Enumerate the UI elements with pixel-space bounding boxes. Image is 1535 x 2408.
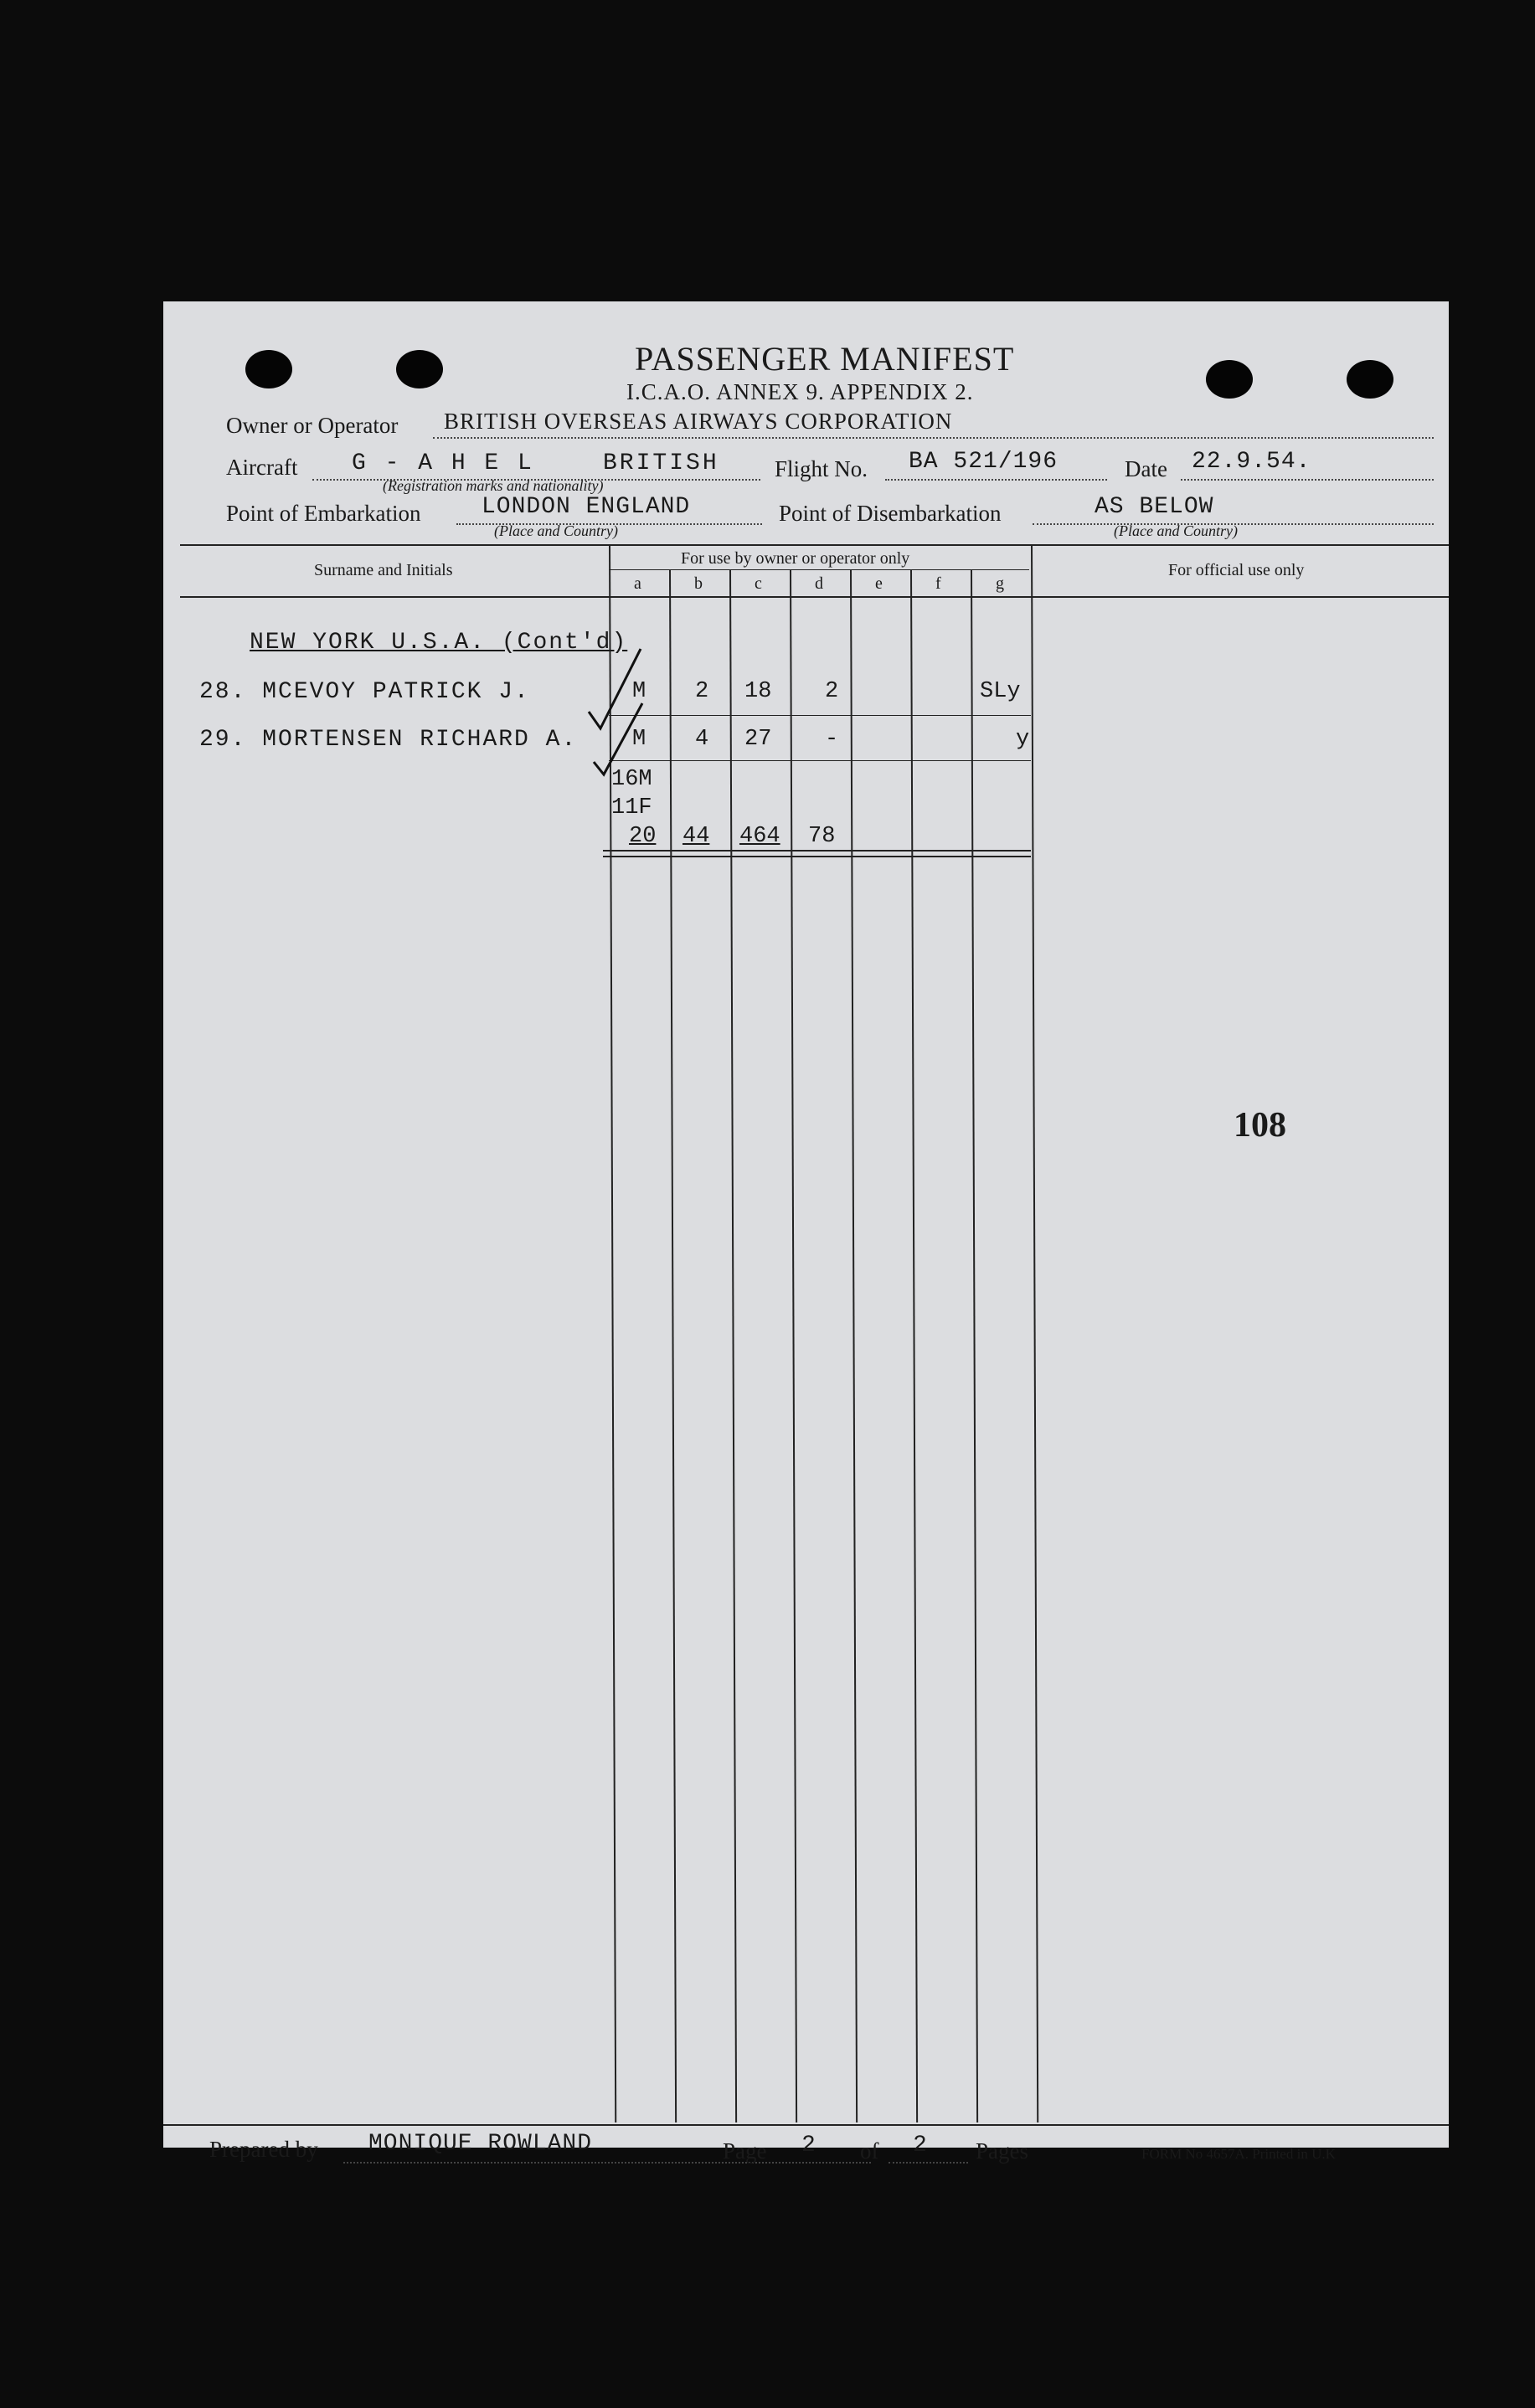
col-rule-6 bbox=[971, 569, 978, 2122]
page-label: Page bbox=[723, 2138, 767, 2164]
passenger-row-29-name: 29. MORTENSEN RICHARD A. bbox=[199, 727, 578, 753]
col-g-header: g bbox=[996, 574, 1004, 593]
disembarkation-value: AS BELOW bbox=[1095, 494, 1214, 520]
col-f-header: f bbox=[935, 574, 941, 593]
disembarkation-caption: (Place and Country) bbox=[1114, 522, 1238, 539]
section-heading: NEW YORK U.S.A. (Cont'd) bbox=[250, 630, 628, 656]
embarkation-caption: (Place and Country) bbox=[494, 522, 618, 539]
col-c-header: c bbox=[755, 574, 762, 593]
row-28-col-g: SLy bbox=[980, 679, 1021, 704]
summary-rule-2 bbox=[603, 856, 1031, 857]
date-label: Date bbox=[1125, 456, 1167, 481]
col-rule-4 bbox=[850, 569, 858, 2122]
col-d-header: d bbox=[815, 574, 823, 593]
punch-hole-2 bbox=[396, 350, 443, 388]
flight-label: Flight No. bbox=[775, 456, 868, 481]
col-rule-1 bbox=[669, 569, 677, 2122]
summary-col-c: 464 bbox=[739, 824, 780, 849]
col-rule-5 bbox=[910, 569, 918, 2122]
owner-label: Owner or Operator bbox=[226, 413, 399, 438]
punch-hole-4 bbox=[1347, 360, 1393, 399]
form-number: FORM No 4657A. Printed in U.K bbox=[1141, 2146, 1336, 2162]
aircraft-registration: G - A H E L bbox=[352, 450, 534, 476]
operator-column-header: For use by owner or operator only bbox=[681, 549, 910, 568]
row-29-col-b: 4 bbox=[695, 727, 709, 752]
footer-rule bbox=[163, 2124, 1449, 2126]
col-e-header: e bbox=[875, 574, 883, 593]
col-rule-7 bbox=[1031, 544, 1038, 2122]
punch-hole-1 bbox=[245, 350, 292, 388]
of-value: 2 bbox=[913, 2133, 930, 2158]
prepared-label: Prepared by bbox=[209, 2137, 318, 2162]
row-28-col-d: 2 bbox=[825, 679, 839, 704]
row-29-col-c: 27 bbox=[744, 727, 772, 752]
summary-col-d: 78 bbox=[808, 824, 836, 849]
row-29-col-g: y bbox=[1016, 727, 1030, 752]
official-column-header: For official use only bbox=[1168, 561, 1305, 579]
summary-col-a: 20 bbox=[629, 824, 657, 849]
owner-value: BRITISH OVERSEAS AIRWAYS CORPORATION bbox=[444, 409, 953, 434]
manifest-page bbox=[163, 301, 1449, 2164]
prepared-value: MONIQUE ROWLAND bbox=[368, 2131, 593, 2157]
disembarkation-label: Point of Disembarkation bbox=[779, 501, 1002, 526]
aircraft-caption: (Registration marks and nationality) bbox=[383, 477, 604, 494]
date-value: 22.9.54. bbox=[1192, 449, 1311, 475]
summary-col-b: 44 bbox=[683, 824, 710, 849]
row-29-col-d: - bbox=[825, 727, 839, 752]
flight-value: BA 521/196 bbox=[909, 449, 1059, 475]
form-subtitle: I.C.A.O. ANNEX 9. APPENDIX 2. bbox=[626, 379, 974, 404]
form-title: PASSENGER MANIFEST bbox=[635, 340, 1015, 378]
aircraft-label: Aircraft bbox=[226, 455, 298, 480]
name-column-header: Surname and Initials bbox=[314, 561, 453, 579]
summary-male: 16M bbox=[611, 767, 652, 792]
row-28-col-a: M bbox=[632, 679, 646, 704]
aircraft-nationality: BRITISH bbox=[603, 450, 719, 476]
page-value: 2 bbox=[801, 2133, 818, 2158]
check-mark-icon bbox=[582, 624, 657, 791]
col-a-header: a bbox=[634, 574, 641, 593]
summary-female: 11F bbox=[611, 795, 652, 821]
summary-rule-1 bbox=[603, 850, 1031, 852]
embarkation-label: Point of Embarkation bbox=[226, 501, 421, 526]
of-label: of bbox=[860, 2138, 879, 2164]
row-28-col-c: 18 bbox=[744, 679, 772, 704]
row-29-col-a: M bbox=[632, 727, 646, 752]
col-rule-3 bbox=[790, 569, 797, 2122]
punch-hole-3 bbox=[1206, 360, 1253, 399]
col-b-header: b bbox=[694, 574, 703, 593]
embarkation-value: LONDON ENGLAND bbox=[482, 494, 691, 520]
header-bottom-rule bbox=[180, 596, 1449, 598]
col-rule-2 bbox=[729, 569, 737, 2122]
row-28-col-b: 2 bbox=[695, 679, 709, 704]
table-top-rule bbox=[180, 544, 1449, 546]
stamp-number: 108 bbox=[1234, 1106, 1286, 1145]
passenger-row-28-name: 28. MCEVOY PATRICK J. bbox=[199, 679, 530, 705]
pages-label: Pages bbox=[976, 2138, 1028, 2164]
